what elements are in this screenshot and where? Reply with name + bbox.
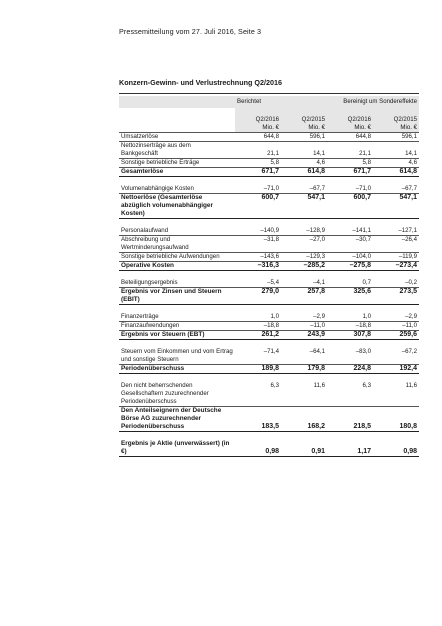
row-value: –31,8 (235, 236, 281, 253)
table-row (119, 159, 419, 168)
table-row (119, 253, 419, 262)
row-value: –67,2 (373, 348, 419, 365)
row-label: Ergebnis je Aktie (unverwässert) (in €) (119, 440, 235, 457)
unit-row (119, 124, 419, 133)
row-value: –0,2 (373, 279, 419, 288)
row-value: 0,91 (281, 440, 327, 457)
table-row (119, 236, 419, 253)
row-value: 257,8 (281, 288, 327, 305)
row-value: –140,9 (235, 227, 281, 236)
row-value: –285,2 (281, 262, 327, 271)
row-value: 0,98 (373, 440, 419, 457)
table-title: Konzern-Gewinn- und Verlustrechnung Q2/2016 (119, 78, 282, 87)
period-label: Q2/2015 (373, 116, 419, 124)
row-value: 14,1 (281, 150, 327, 159)
period-label: Q2/2015 (281, 116, 327, 124)
row-value: –273,4 (373, 262, 419, 271)
row-value: 1,0 (235, 313, 281, 322)
row-value: 0,7 (327, 279, 373, 288)
row-value: –18,8 (235, 322, 281, 331)
row-value: 547,1 (373, 194, 419, 219)
row-value: –5,4 (235, 279, 281, 288)
row-value: –2,9 (373, 313, 419, 322)
row-value: 4,6 (373, 159, 419, 168)
row-label: Sonstige betriebliche Aufwendungen (119, 253, 235, 262)
table-row-total (119, 365, 419, 374)
row-value: 273,5 (373, 288, 419, 305)
row-value: 596,1 (373, 133, 419, 142)
title-rule (119, 93, 419, 94)
row-label: Bankgeschäft (119, 150, 235, 159)
unit-label: Mio. € (281, 124, 327, 133)
row-label: Ergebnis vor Zinsen und Steuern (EBIT) (119, 288, 235, 305)
row-value: 179,8 (281, 365, 327, 374)
row-value: 189,8 (235, 365, 281, 374)
table-row-total (119, 440, 419, 457)
row-label: Nettozinserträge aus dem (121, 142, 191, 149)
row-value: –71,0 (327, 185, 373, 194)
row-value: –71,4 (235, 348, 281, 365)
row-value: –127,1 (373, 227, 419, 236)
table-row-total (119, 288, 419, 305)
row-value: 6,3 (235, 382, 281, 407)
row-value: –71,0 (235, 185, 281, 194)
row-value: –128,9 (281, 227, 327, 236)
row-value: 259,6 (373, 331, 419, 340)
row-value: 224,8 (327, 365, 373, 374)
row-value: 307,8 (327, 331, 373, 340)
row-value: 279,0 (235, 288, 281, 305)
row-value: 168,2 (281, 407, 327, 432)
row-value: –316,3 (235, 262, 281, 271)
row-value: –18,8 (327, 322, 373, 331)
row-label: Personalaufwand (119, 227, 235, 236)
row-value: 183,5 (235, 407, 281, 432)
row-value: 4,6 (281, 159, 327, 168)
row-value: –4,1 (281, 279, 327, 288)
row-value: 243,9 (281, 331, 327, 340)
row-value: 1,0 (327, 313, 373, 322)
row-value: –119,9 (373, 253, 419, 262)
row-value: 6,3 (327, 382, 373, 407)
row-value: 11,6 (373, 382, 419, 407)
row-value: –11,0 (281, 322, 327, 331)
table-row (119, 322, 419, 331)
unit-label: Mio. € (235, 124, 281, 133)
row-value: 600,7 (235, 194, 281, 219)
unit-label: Mio. € (327, 124, 373, 133)
row-value: 547,1 (281, 194, 327, 219)
row-value: 192,4 (373, 365, 419, 374)
row-label: Periodenüberschuss (119, 365, 235, 374)
row-label: Den Anteilseignern der Deutsche Börse AG zuzurechnender Periodenüberschuss (119, 407, 235, 432)
row-value: –27,0 (281, 236, 327, 253)
row-label: Sonstige betriebliche Erträge (119, 159, 235, 168)
table-row (119, 279, 419, 288)
row-value: 671,7 (235, 168, 281, 177)
row-value: –11,0 (373, 322, 419, 331)
row-value: 614,8 (373, 168, 419, 177)
row-value: 5,8 (327, 159, 373, 168)
table-row-total (119, 407, 419, 432)
income-statement-table (119, 96, 419, 457)
table-row (119, 313, 419, 322)
row-label: Finanzaufwendungen (119, 322, 235, 331)
group-header-adjusted: Bereinigt um Sondereffekte (327, 96, 419, 108)
table-row (119, 185, 419, 194)
row-value: 11,6 (281, 382, 327, 407)
group-header-row (119, 96, 419, 108)
row-value: –143,6 (235, 253, 281, 262)
row-value: 325,6 (327, 288, 373, 305)
row-value: –275,8 (327, 262, 373, 271)
group-header-reported: Berichtet (235, 96, 327, 108)
row-value: –67,7 (281, 185, 327, 194)
row-value: 180,8 (373, 407, 419, 432)
row-value: 614,8 (281, 168, 327, 177)
row-label: Finanzerträge (119, 313, 235, 322)
row-value: –26,4 (373, 236, 419, 253)
row-label: Nettoerlöse (Gesamterlöse abzüglich volumenabhängiger Kosten) (119, 194, 235, 219)
table-row (119, 142, 419, 151)
row-value: –141,1 (327, 227, 373, 236)
period-row (119, 116, 419, 124)
row-value: 21,1 (327, 150, 373, 159)
row-value: –129,3 (281, 253, 327, 262)
row-value: –64,1 (281, 348, 327, 365)
row-value: 218,5 (327, 407, 373, 432)
row-label: Steuern vom Einkommen und vom Ertrag und sonstige Steuern (119, 348, 235, 365)
row-value: 21,1 (235, 150, 281, 159)
table-row (119, 150, 419, 159)
table-row (119, 382, 419, 407)
row-label: Abschreibung und Wertminderungsaufwand (119, 236, 235, 253)
row-label: Volumenabhängige Kosten (119, 185, 235, 194)
table-row (119, 133, 419, 142)
row-value: 261,2 (235, 331, 281, 340)
unit-label: Mio. € (373, 124, 419, 133)
table-row (119, 348, 419, 365)
row-value: 600,7 (327, 194, 373, 219)
period-label: Q2/2016 (327, 116, 373, 124)
row-value: –2,9 (281, 313, 327, 322)
row-value: 596,1 (281, 133, 327, 142)
table-row-total (119, 168, 419, 177)
row-value: 1,17 (327, 440, 373, 457)
row-value: 644,8 (327, 133, 373, 142)
period-label: Q2/2016 (235, 116, 281, 124)
row-value: 671,7 (327, 168, 373, 177)
row-label: Den nicht beherrschenden Gesellschaftern zuzurechnender Periodenüberschuss (119, 382, 235, 407)
row-value: –67,7 (373, 185, 419, 194)
row-value: 5,8 (235, 159, 281, 168)
row-label: Gesamterlöse (119, 168, 235, 177)
table-row-total (119, 194, 419, 219)
row-label: Operative Kosten (119, 262, 235, 271)
press-release-header: Pressemitteilung vom 27. Juli 2016, Seite 3 (119, 27, 262, 36)
table-row-total (119, 262, 419, 271)
table-row (119, 227, 419, 236)
row-value: 0,98 (235, 440, 281, 457)
row-label: Ergebnis vor Steuern (EBT) (119, 331, 235, 340)
row-value: –30,7 (327, 236, 373, 253)
table-row-total (119, 331, 419, 340)
row-value: –83,0 (327, 348, 373, 365)
row-label: Umsatzerlöse (119, 133, 235, 142)
row-value: 644,8 (235, 133, 281, 142)
row-value: 14,1 (373, 150, 419, 159)
row-value: –104,0 (327, 253, 373, 262)
row-label: Beteiligungsergebnis (119, 279, 235, 288)
